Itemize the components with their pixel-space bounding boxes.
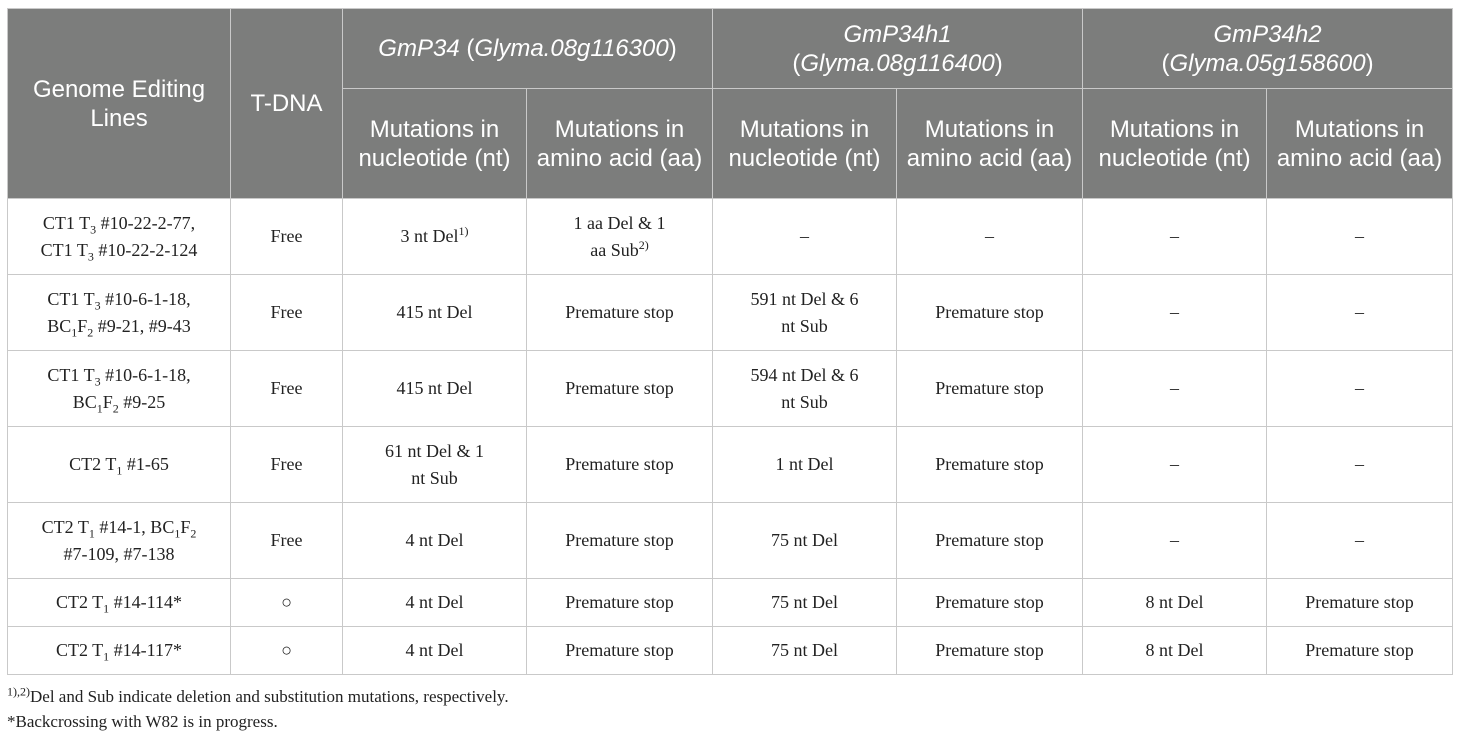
cell-line: CT2 $T_1$ #14-117* bbox=[8, 627, 231, 675]
cell-h2-aa: – bbox=[1267, 351, 1453, 427]
cell-p34-nt: 4 nt Del bbox=[343, 627, 527, 675]
table-row bbox=[8, 427, 1453, 503]
cell-line: CT1 $T_3$ #10-22-2-77, CT1 $T_3$ #10-22-2-124 bbox=[8, 199, 231, 275]
footnotes bbox=[7, 684, 509, 734]
cell-p34-aa: Premature stop bbox=[527, 351, 713, 427]
subheader-nt: Mutations in nucleotide (nt) bbox=[713, 89, 897, 199]
cell-p34-nt: 4 nt Del bbox=[343, 503, 527, 579]
cell-h1-nt: 594 nt Del & 6 nt Sub bbox=[713, 351, 897, 427]
cell-p34-aa: Premature stop bbox=[527, 275, 713, 351]
cell-tdna: ○ bbox=[231, 579, 343, 627]
table-row bbox=[8, 627, 1453, 675]
subheader-nt: Mutations in nucleotide (nt) bbox=[1083, 89, 1267, 199]
header-genome-editing-lines: Genome Editing Lines bbox=[8, 9, 231, 199]
cell-h2-nt: – bbox=[1083, 275, 1267, 351]
cell-line: CT1 $T_3$ #10-6-1-18, $BC_1F_2$ #9-25 bbox=[8, 351, 231, 427]
cell-p34-aa: Premature stop bbox=[527, 427, 713, 503]
footnote-del-sub: $^{1),2)}$Del and Sub indicate deletion and substitution mutations, respectively. bbox=[7, 684, 509, 706]
cell-p34-nt: 61 nt Del & 1 nt Sub bbox=[343, 427, 527, 503]
cell-h2-nt: – bbox=[1083, 503, 1267, 579]
cell-h1-aa: Premature stop bbox=[897, 275, 1083, 351]
cell-h1-nt: 75 nt Del bbox=[713, 503, 897, 579]
cell-h2-nt: – bbox=[1083, 351, 1267, 427]
cell-h2-nt: 8 nt Del bbox=[1083, 579, 1267, 627]
cell-p34-aa: 1 aa Del & 1 aa Sub$^{2)}$ bbox=[527, 199, 713, 275]
cell-p34-aa: Premature stop bbox=[527, 579, 713, 627]
cell-h2-aa: – bbox=[1267, 199, 1453, 275]
header-gene-gmp34: GmP34 (Glyma.08g116300) bbox=[343, 9, 713, 89]
cell-line: CT2 $T_1$ #14-114* bbox=[8, 579, 231, 627]
cell-h1-aa: Premature stop bbox=[897, 627, 1083, 675]
cell-h1-aa: – bbox=[897, 199, 1083, 275]
cell-p34-aa: Premature stop bbox=[527, 503, 713, 579]
cell-h1-aa: Premature stop bbox=[897, 427, 1083, 503]
cell-line: CT1 $T_3$ #10-6-1-18, $BC_1F_2$ #9-21, #9-43 bbox=[8, 275, 231, 351]
cell-tdna: Free bbox=[231, 275, 343, 351]
cell-h1-nt: 591 nt Del & 6 nt Sub bbox=[713, 275, 897, 351]
cell-line: CT2 $T_1$ #14-1, $BC_1F_2$ #7-109, #7-138 bbox=[8, 503, 231, 579]
cell-h1-aa: Premature stop bbox=[897, 579, 1083, 627]
table-row bbox=[8, 275, 1453, 351]
cell-h1-nt: 75 nt Del bbox=[713, 627, 897, 675]
subheader-aa: Mutations in amino acid (aa) bbox=[527, 89, 713, 199]
cell-tdna: Free bbox=[231, 427, 343, 503]
table-row bbox=[8, 199, 1453, 275]
cell-p34-nt: 4 nt Del bbox=[343, 579, 527, 627]
subheader-nt: Mutations in nucleotide (nt) bbox=[343, 89, 527, 199]
cell-h2-nt: 8 nt Del bbox=[1083, 627, 1267, 675]
header-tdna: T-DNA bbox=[231, 9, 343, 199]
cell-line: CT2 $T_1$ #1-65 bbox=[8, 427, 231, 503]
cell-tdna: Free bbox=[231, 351, 343, 427]
cell-tdna: ○ bbox=[231, 627, 343, 675]
subheader-aa: Mutations in amino acid (aa) bbox=[1267, 89, 1453, 199]
subheader-aa: Mutations in amino acid (aa) bbox=[897, 89, 1083, 199]
table-row bbox=[8, 351, 1453, 427]
cell-h1-nt: – bbox=[713, 199, 897, 275]
cell-h2-aa: Premature stop bbox=[1267, 579, 1453, 627]
cell-tdna: Free bbox=[231, 199, 343, 275]
footnote-backcrossing: *Backcrossing with W82 is in progress. bbox=[7, 712, 278, 731]
cell-h2-aa: – bbox=[1267, 275, 1453, 351]
header-gene-gmp34h1: GmP34h1 (Glyma.08g116400) bbox=[713, 9, 1083, 89]
cell-tdna: Free bbox=[231, 503, 343, 579]
cell-h1-aa: Premature stop bbox=[897, 351, 1083, 427]
mutation-table bbox=[7, 8, 1453, 675]
cell-h1-aa: Premature stop bbox=[897, 503, 1083, 579]
header-gene-gmp34h2: GmP34h2 (Glyma.05g158600) bbox=[1083, 9, 1453, 89]
table-row bbox=[8, 503, 1453, 579]
cell-p34-nt: 415 nt Del bbox=[343, 275, 527, 351]
cell-p34-aa: Premature stop bbox=[527, 627, 713, 675]
cell-p34-nt: 3 nt Del$^{1)}$ bbox=[343, 199, 527, 275]
cell-h2-nt: – bbox=[1083, 199, 1267, 275]
table-row bbox=[8, 579, 1453, 627]
cell-h2-aa: – bbox=[1267, 503, 1453, 579]
cell-h2-aa: – bbox=[1267, 427, 1453, 503]
cell-h1-nt: 1 nt Del bbox=[713, 427, 897, 503]
cell-h1-nt: 75 nt Del bbox=[713, 579, 897, 627]
cell-p34-nt: 415 nt Del bbox=[343, 351, 527, 427]
cell-h2-nt: – bbox=[1083, 427, 1267, 503]
cell-h2-aa: Premature stop bbox=[1267, 627, 1453, 675]
